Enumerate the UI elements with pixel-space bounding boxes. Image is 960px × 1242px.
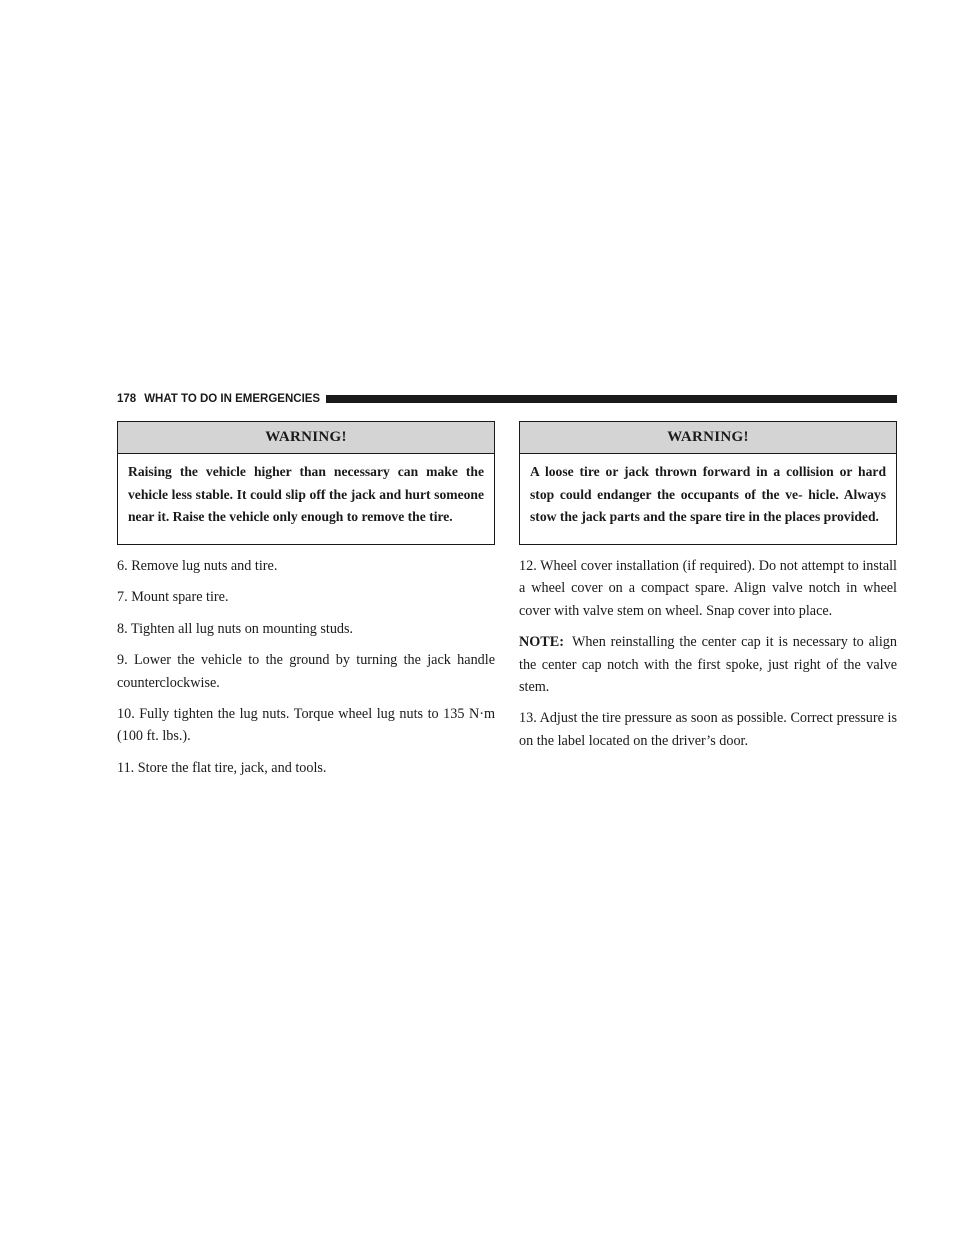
step-6: 6. Remove lug nuts and tire. xyxy=(117,558,278,574)
steps-list xyxy=(117,555,495,779)
step-12: 12. Wheel cover installation (if required). Do not attempt to install a wheel cover on a compact spare. Align valve notch in wheel cover with valve stem on wheel. Snap cover into place. xyxy=(519,558,897,619)
step-8: 8. Tighten all lug nuts on mounting studs. xyxy=(117,620,354,637)
left-column xyxy=(117,421,495,788)
step-7: 7. Mount spare tire. xyxy=(117,589,229,606)
step-11: 11. Store the flat tire, jack, and tools. xyxy=(117,759,327,776)
page-number: 178 xyxy=(117,393,137,405)
step-10: 10. Fully tighten the lug nuts. Torque wheel lug nuts to 135 N·m (100 ft. lbs.). xyxy=(117,706,495,745)
warning-text: Raising the vehicle higher than necessary can make the vehicle less stable. It could slip off the jack and hurt someone near it. Raise the vehicle only enough to remove the tire. xyxy=(128,464,484,524)
step-9: 9. Lower the vehicle to the ground by turning the jack handle counterclockwise. xyxy=(117,652,495,691)
page-header xyxy=(117,391,897,407)
note-label: NOTE: xyxy=(519,634,564,651)
note-text: When reinstalling the center cap it is necessary to align the center cap notch with the first spoke, just right of the valve stem. xyxy=(519,634,897,696)
warning-text: A loose tire or jack thrown forward in a collision or hard stop could endanger the occupants of the ve- hicle. Always stow the jack parts and the spare tire in the places provided. xyxy=(530,464,886,524)
warning-box-stow-parts xyxy=(519,421,897,545)
warning-title: WARNING! xyxy=(520,422,896,454)
step-13: 13. Adjust the tire pressure as soon as possible. Correct pressure is on the label located on the driver’s door. xyxy=(519,710,897,749)
steps-list xyxy=(519,555,897,752)
section-title: WHAT TO DO IN EMERGENCIES xyxy=(144,393,321,405)
note xyxy=(519,631,897,698)
header-rule xyxy=(326,395,897,403)
warning-box-jack-height xyxy=(117,421,495,545)
warning-title: WARNING! xyxy=(118,422,494,454)
right-column xyxy=(519,421,897,761)
